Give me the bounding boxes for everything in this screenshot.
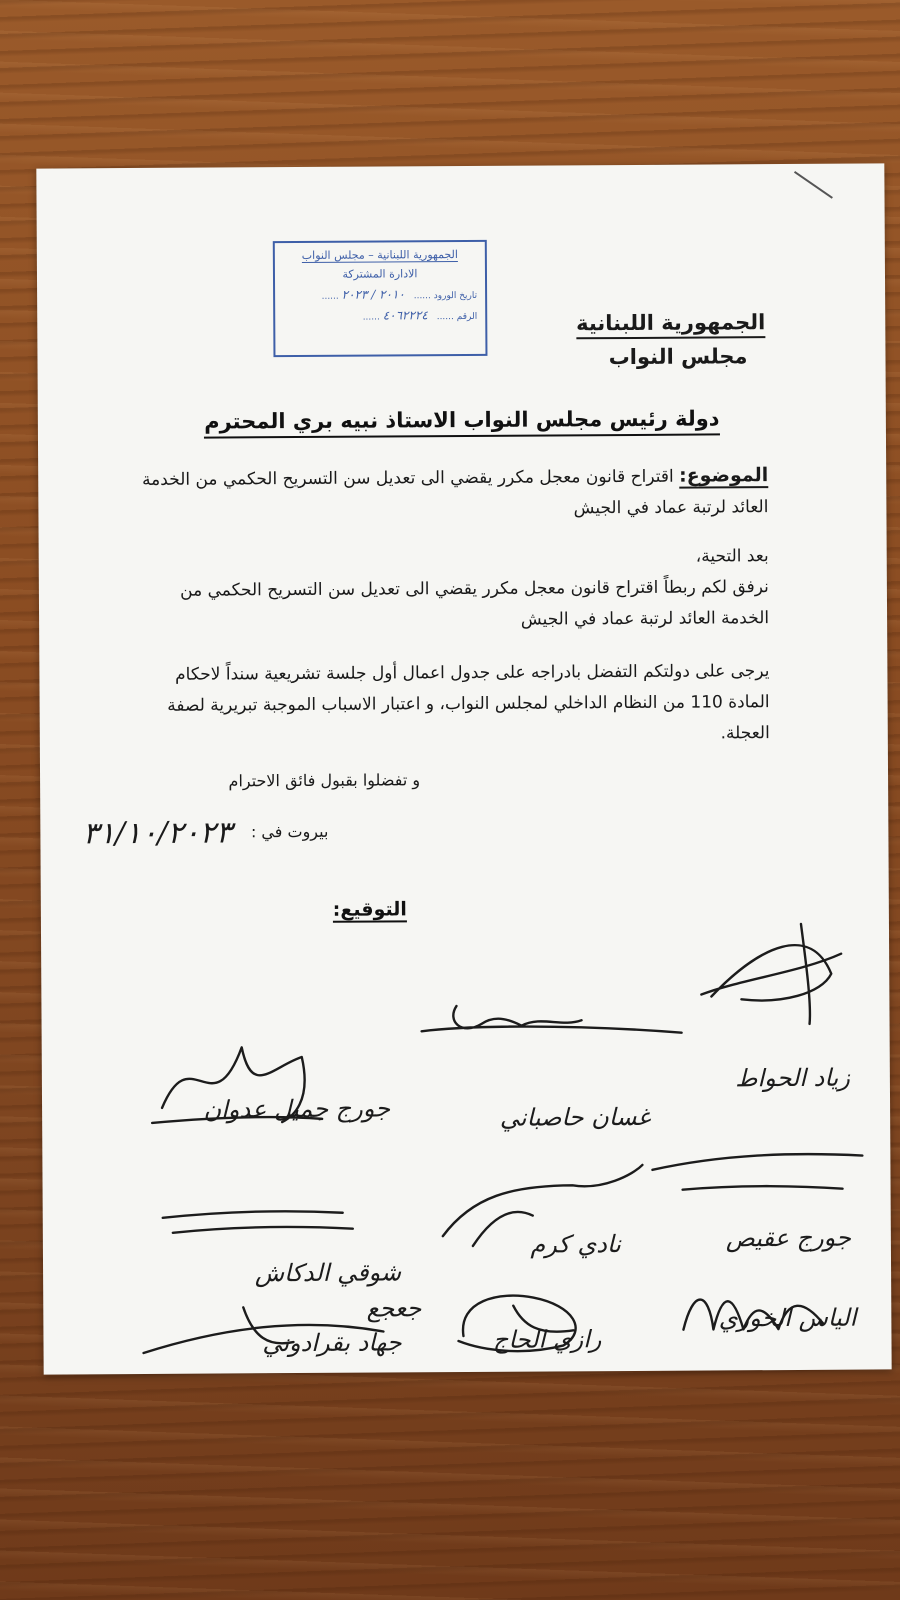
date-label: بيروت في : [250,821,329,842]
stamp-date-row: تاريخ الورود ...... ٢٠١٠ / ٢٠٢٣ ...... [321,287,478,302]
addressee-line [38,405,886,434]
signature-name-5: نادي كرم [530,1230,621,1259]
signature-name-7: الياس الخوري [718,1303,857,1333]
subject-label: الموضوع: [678,464,769,487]
signatures-label: التوقيع: [332,898,407,921]
date-line [83,815,329,852]
addressee-text: دولة رئيس مجلس النواب الاستاذ نبيه بري المحترم [204,406,720,438]
receipt-stamp [273,240,488,357]
signature-stroke-2 [801,924,810,1024]
stamp-number-label: الرقم [456,311,478,323]
stamp-number-value: ٤٠٦٢٢٢٤ [382,308,428,323]
stamp-line-2: الادارة المشتركة [342,267,418,281]
letterhead [576,310,766,369]
date-value: ٣١/١٠/٢٠٢٣ [82,815,232,852]
signature-stroke-1 [701,945,841,1001]
stamp-number-row: الرقم ...... ٤٠٦٢٢٢٤ ...... [362,308,478,323]
signatures-area [41,883,892,1368]
letterhead-republic: الجمهورية اللبنانية [576,310,765,339]
letterhead-parliament: مجلس النواب [608,344,748,370]
signature-stroke-7 [163,1211,353,1233]
document-page [36,163,891,1374]
signature-name-1: زياد الحواط [735,1063,850,1093]
body-paragraph-2: يرجى على دولتكم التفضل بادراجه على جدول اعمال أول جلسة تشريعية سنداً لاحكام المادة 110 من النظام الداخلي لمجلس النواب، و اعتبار الاسباب الموجبة تبريرية لصفة العجلة. [167,661,770,744]
signature-name-4: جورج عقيص [725,1223,851,1253]
signature-name-10: جعجع [366,1294,422,1323]
signature-name-2: غسان حاصباني [499,1102,651,1132]
signature-name-8: رازي الحاج [492,1325,602,1354]
stamp-line-1: الجمهورية اللبنانية – مجلس النواب [301,248,458,262]
body-paragraph-1: نرفق لكم ربطاً اقتراح قانون معجل مكرر يقضي الى تعديل سن التسريح الحكمي من الخدمة العائد لرتبة عماد في الجيش [180,577,770,630]
subject-text: اقتراح قانون معجل مكرر يقضي الى تعديل سن التسريح الحكمي من الخدمة العائد لرتبة عماد في الجيش [141,466,769,519]
signature-stroke-5 [652,1154,862,1190]
signature-name-6: شوقي الدكاش [254,1258,402,1288]
signature-strokes [41,883,892,1368]
closing-line: و تفضلوا بقبول فائق الاحترام [228,770,421,791]
letter-body [139,541,770,753]
signature-name-3: جورج جميل عدوان [203,1094,391,1124]
signature-stroke-3 [421,1005,681,1035]
greeting: بعد التحية، [695,546,769,567]
page-fold-mark [794,171,833,199]
signature-name-9: جهاد بقرادوني [262,1328,402,1358]
stamp-date-value: ٢٠١٠ / ٢٠٢٣ [341,287,405,302]
stamp-date-label: تاريخ الورود [433,290,478,302]
subject-block [138,460,768,527]
